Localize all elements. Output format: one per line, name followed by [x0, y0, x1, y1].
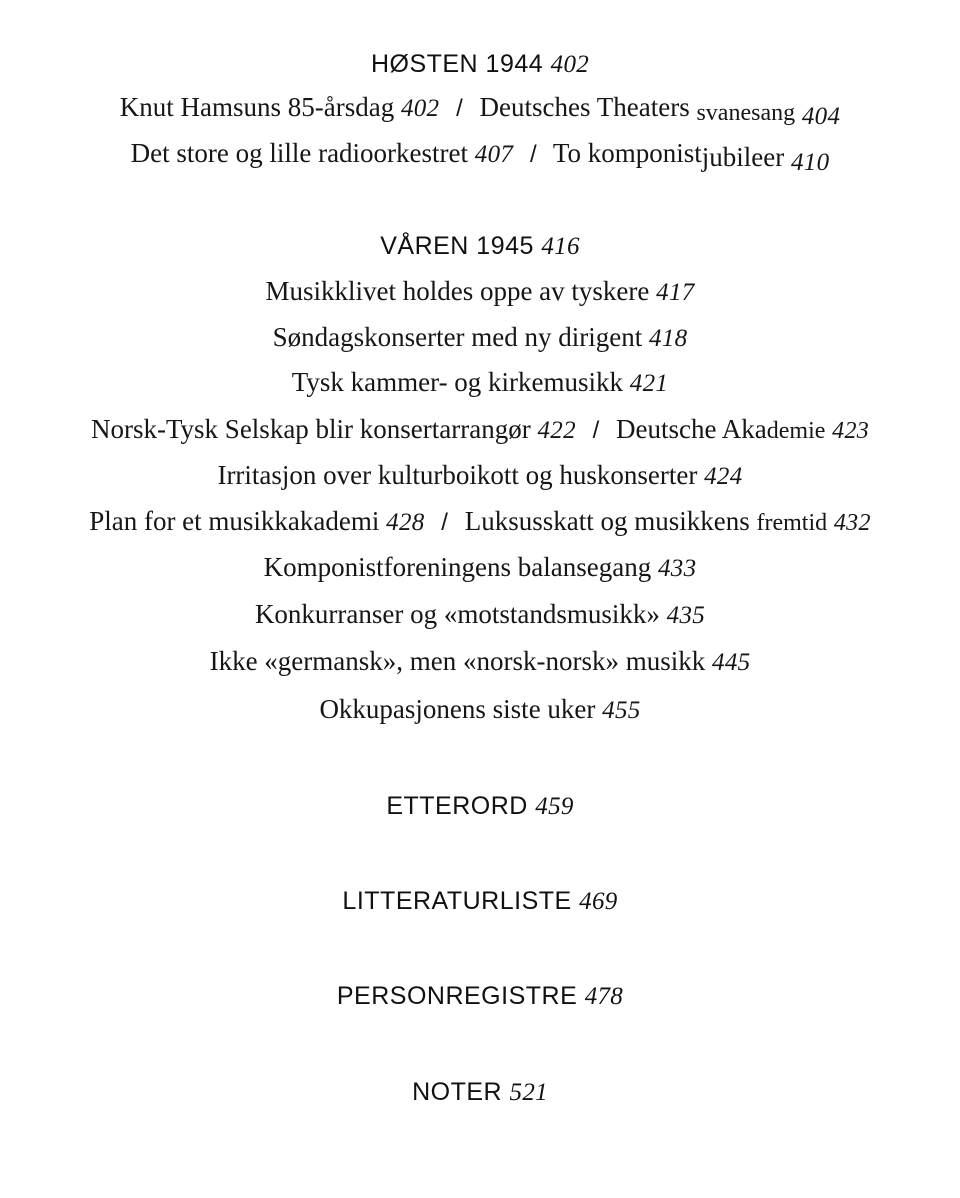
toc-entry — [0, 322, 960, 353]
page-number: 445 — [712, 649, 751, 676]
entry-title: Konkurranser og «motstandsmusikk» — [254, 599, 660, 629]
toc-entry — [0, 694, 960, 725]
section-heading-noter — [0, 1078, 960, 1107]
entry-title-tail: svanesang — [696, 100, 796, 126]
entry-title: Deutsche Aka — [616, 414, 767, 444]
page-number: 410 — [790, 149, 830, 176]
toc-entry — [0, 599, 960, 630]
page-number: 421 — [629, 370, 669, 397]
section-heading-personregistre — [0, 982, 960, 1011]
entry-title: To komponist — [552, 138, 702, 168]
page-number: 416 — [541, 233, 580, 260]
entry-title: Luksusskatt og musikkens — [464, 506, 750, 536]
entry-title: Det store og lille radioorkestret — [130, 138, 469, 168]
page-number: 459 — [535, 793, 574, 820]
section-heading-hosten-1944 — [0, 50, 960, 79]
section-heading-etterord — [0, 792, 960, 821]
section-title: VÅREN 1945 — [380, 232, 534, 260]
page-number: 521 — [509, 1079, 548, 1106]
page-number: 478 — [584, 983, 624, 1010]
page-number: 435 — [666, 602, 706, 629]
entry-title: Komponistforeningens balansegang — [263, 552, 652, 582]
entry-title: Norsk-Tysk Selskap blir konsertarrangør — [90, 414, 531, 444]
entry-title-tail: fremtid — [756, 510, 828, 536]
entry-title-tail: demie — [766, 418, 826, 444]
entry-title: Tysk kammer- og kirkemusikk — [291, 367, 624, 397]
entry-separator: / — [441, 509, 448, 536]
toc-entry — [0, 276, 960, 307]
section-title: NOTER — [412, 1078, 503, 1106]
page-number: 422 — [537, 417, 576, 444]
toc-entry — [0, 460, 960, 491]
section-title: ETTERORD — [386, 792, 528, 820]
entry-title: Irritasjon over kulturboikott og huskonserter — [217, 460, 698, 490]
entry-separator: / — [592, 417, 600, 444]
toc-entry-row — [0, 92, 960, 130]
page-number: 423 — [832, 418, 870, 444]
entry-title: Deutsches Theaters — [479, 92, 690, 122]
section-title: LITTERATURLISTE — [342, 887, 572, 915]
entry-title: Musikklivet holdes oppe av tyskere — [265, 276, 650, 306]
page-number: 433 — [658, 555, 697, 582]
toc-entry-row — [0, 414, 960, 445]
toc-entry — [0, 552, 960, 583]
entry-separator: / — [456, 95, 463, 122]
entry-title: Knut Hamsuns 85-årsdag — [119, 92, 395, 122]
page-number: 432 — [833, 510, 871, 536]
page-number: 428 — [386, 509, 425, 536]
toc-entry — [0, 646, 960, 677]
page-number: 402 — [400, 95, 440, 122]
page-number: 469 — [579, 888, 618, 915]
toc-entry-row — [0, 138, 960, 176]
section-heading-varen-1945 — [0, 232, 960, 261]
page-number: 424 — [704, 463, 743, 490]
entry-title: Okkupasjonens siste uker — [319, 694, 596, 724]
page-number: 418 — [649, 325, 688, 352]
entry-title: Ikke «germansk», men «norsk-norsk» musikk — [209, 646, 706, 676]
page-number: 404 — [801, 103, 841, 130]
page-number: 407 — [474, 141, 514, 168]
page-number: 455 — [602, 697, 641, 724]
page-number: 417 — [656, 279, 695, 306]
entry-title-tail: jubileer — [701, 142, 785, 172]
section-heading-litteraturliste — [0, 887, 960, 916]
section-title: PERSONREGISTRE — [336, 982, 578, 1010]
toc-entry-row — [0, 506, 960, 537]
entry-title: Søndagskonserter med ny dirigent — [272, 322, 643, 352]
entry-separator: / — [529, 141, 537, 168]
page-number: 402 — [550, 51, 590, 78]
toc-entry — [0, 367, 960, 398]
entry-title: Plan for et musikkakademi — [89, 506, 380, 536]
section-title: HØSTEN 1944 — [370, 50, 544, 78]
